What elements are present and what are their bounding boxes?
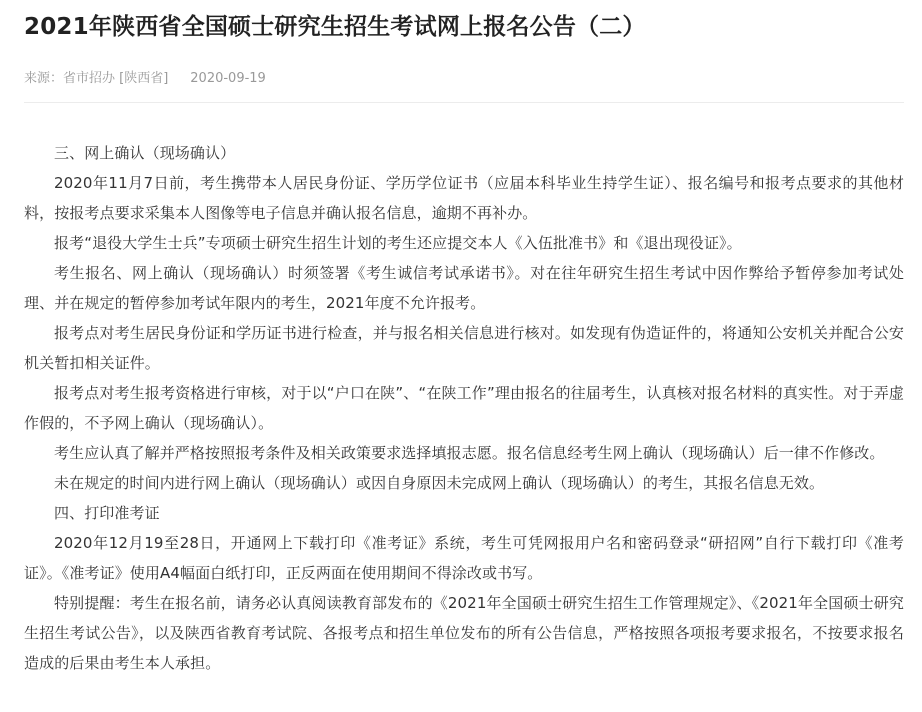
- paragraph: 报考“退役大学生士兵”专项硕士研究生招生计划的考生还应提交本人《入伍批准书》和《退出现役证》。: [54, 234, 742, 252]
- section-heading-admission-ticket: 四、打印准考证: [54, 504, 160, 522]
- article-date: 2020-09-19: [190, 71, 266, 86]
- paragraph: 特别提醒：考生在报名前，请务必认真阅读教育部发布的《2021年全国硕士研究生招生工作管理规定》、《2021年全国硕士研究生招生考试公告》，以及陕西省教育考试院、各报考点和招生单位发布的所有公告信息，严格按照各项报考要求报名，不按要求报名造成的后果由考生本人承担。: [24, 594, 904, 672]
- divider: [24, 102, 904, 103]
- paragraph: 报考点对考生居民身份证和学历证书进行检查，并与报名相关信息进行核对。如发现有伪造证件的，将通知公安机关并配合公安机关暂扣相关证件。: [24, 324, 904, 372]
- article-source: 来源：省市招办 [陕西省]: [24, 71, 169, 86]
- paragraph: 未在规定的时间内进行网上确认（现场确认）或因自身原因未完成网上确认（现场确认）的考生，其报名信息无效。: [54, 474, 825, 492]
- paragraph: 2020年11月7日前，考生携带本人居民身份证、学历学位证书（应届本科毕业生持学生证）、报名编号和报考点要求的其他材料，按报考点要求采集本人图像等电子信息并确认报名信息，逾期不再补办。: [24, 174, 904, 222]
- paragraph: 报考点对考生报考资格进行审核，对于以“户口在陕”、“在陕工作”理由报名的往届考生，认真核对报名材料的真实性。对于弄虚作假的，不予网上确认（现场确认）。: [24, 384, 904, 432]
- paragraph: 考生应认真了解并严格按照报考条件及相关政策要求选择填报志愿。报名信息经考生网上确认（现场确认）后一律不作修改。: [54, 444, 885, 462]
- section-heading-confirmation: 三、网上确认（现场确认）: [54, 144, 236, 162]
- article-title: 2021年陕西省全国硕士研究生招生考试网上报名公告（二）: [24, 14, 646, 40]
- paragraph: 2020年12月19至28日，开通网上下载打印《准考证》系统，考生可凭网报用户名和密码登录“研招网”自行下载打印《准考证》。《准考证》使用A4幅面白纸打印，正反两面在使用期间不得涂改或书写。: [24, 534, 904, 582]
- article-body: [24, 138, 904, 678]
- article-meta: [24, 69, 904, 89]
- paragraph: 考生报名、网上确认（现场确认）时须签署《考生诚信考试承诺书》。对在往年研究生招生考试中因作弊给予暂停参加考试处理、并在规定的暂停参加考试年限内的考生，2021年度不允许报考。: [24, 264, 904, 312]
